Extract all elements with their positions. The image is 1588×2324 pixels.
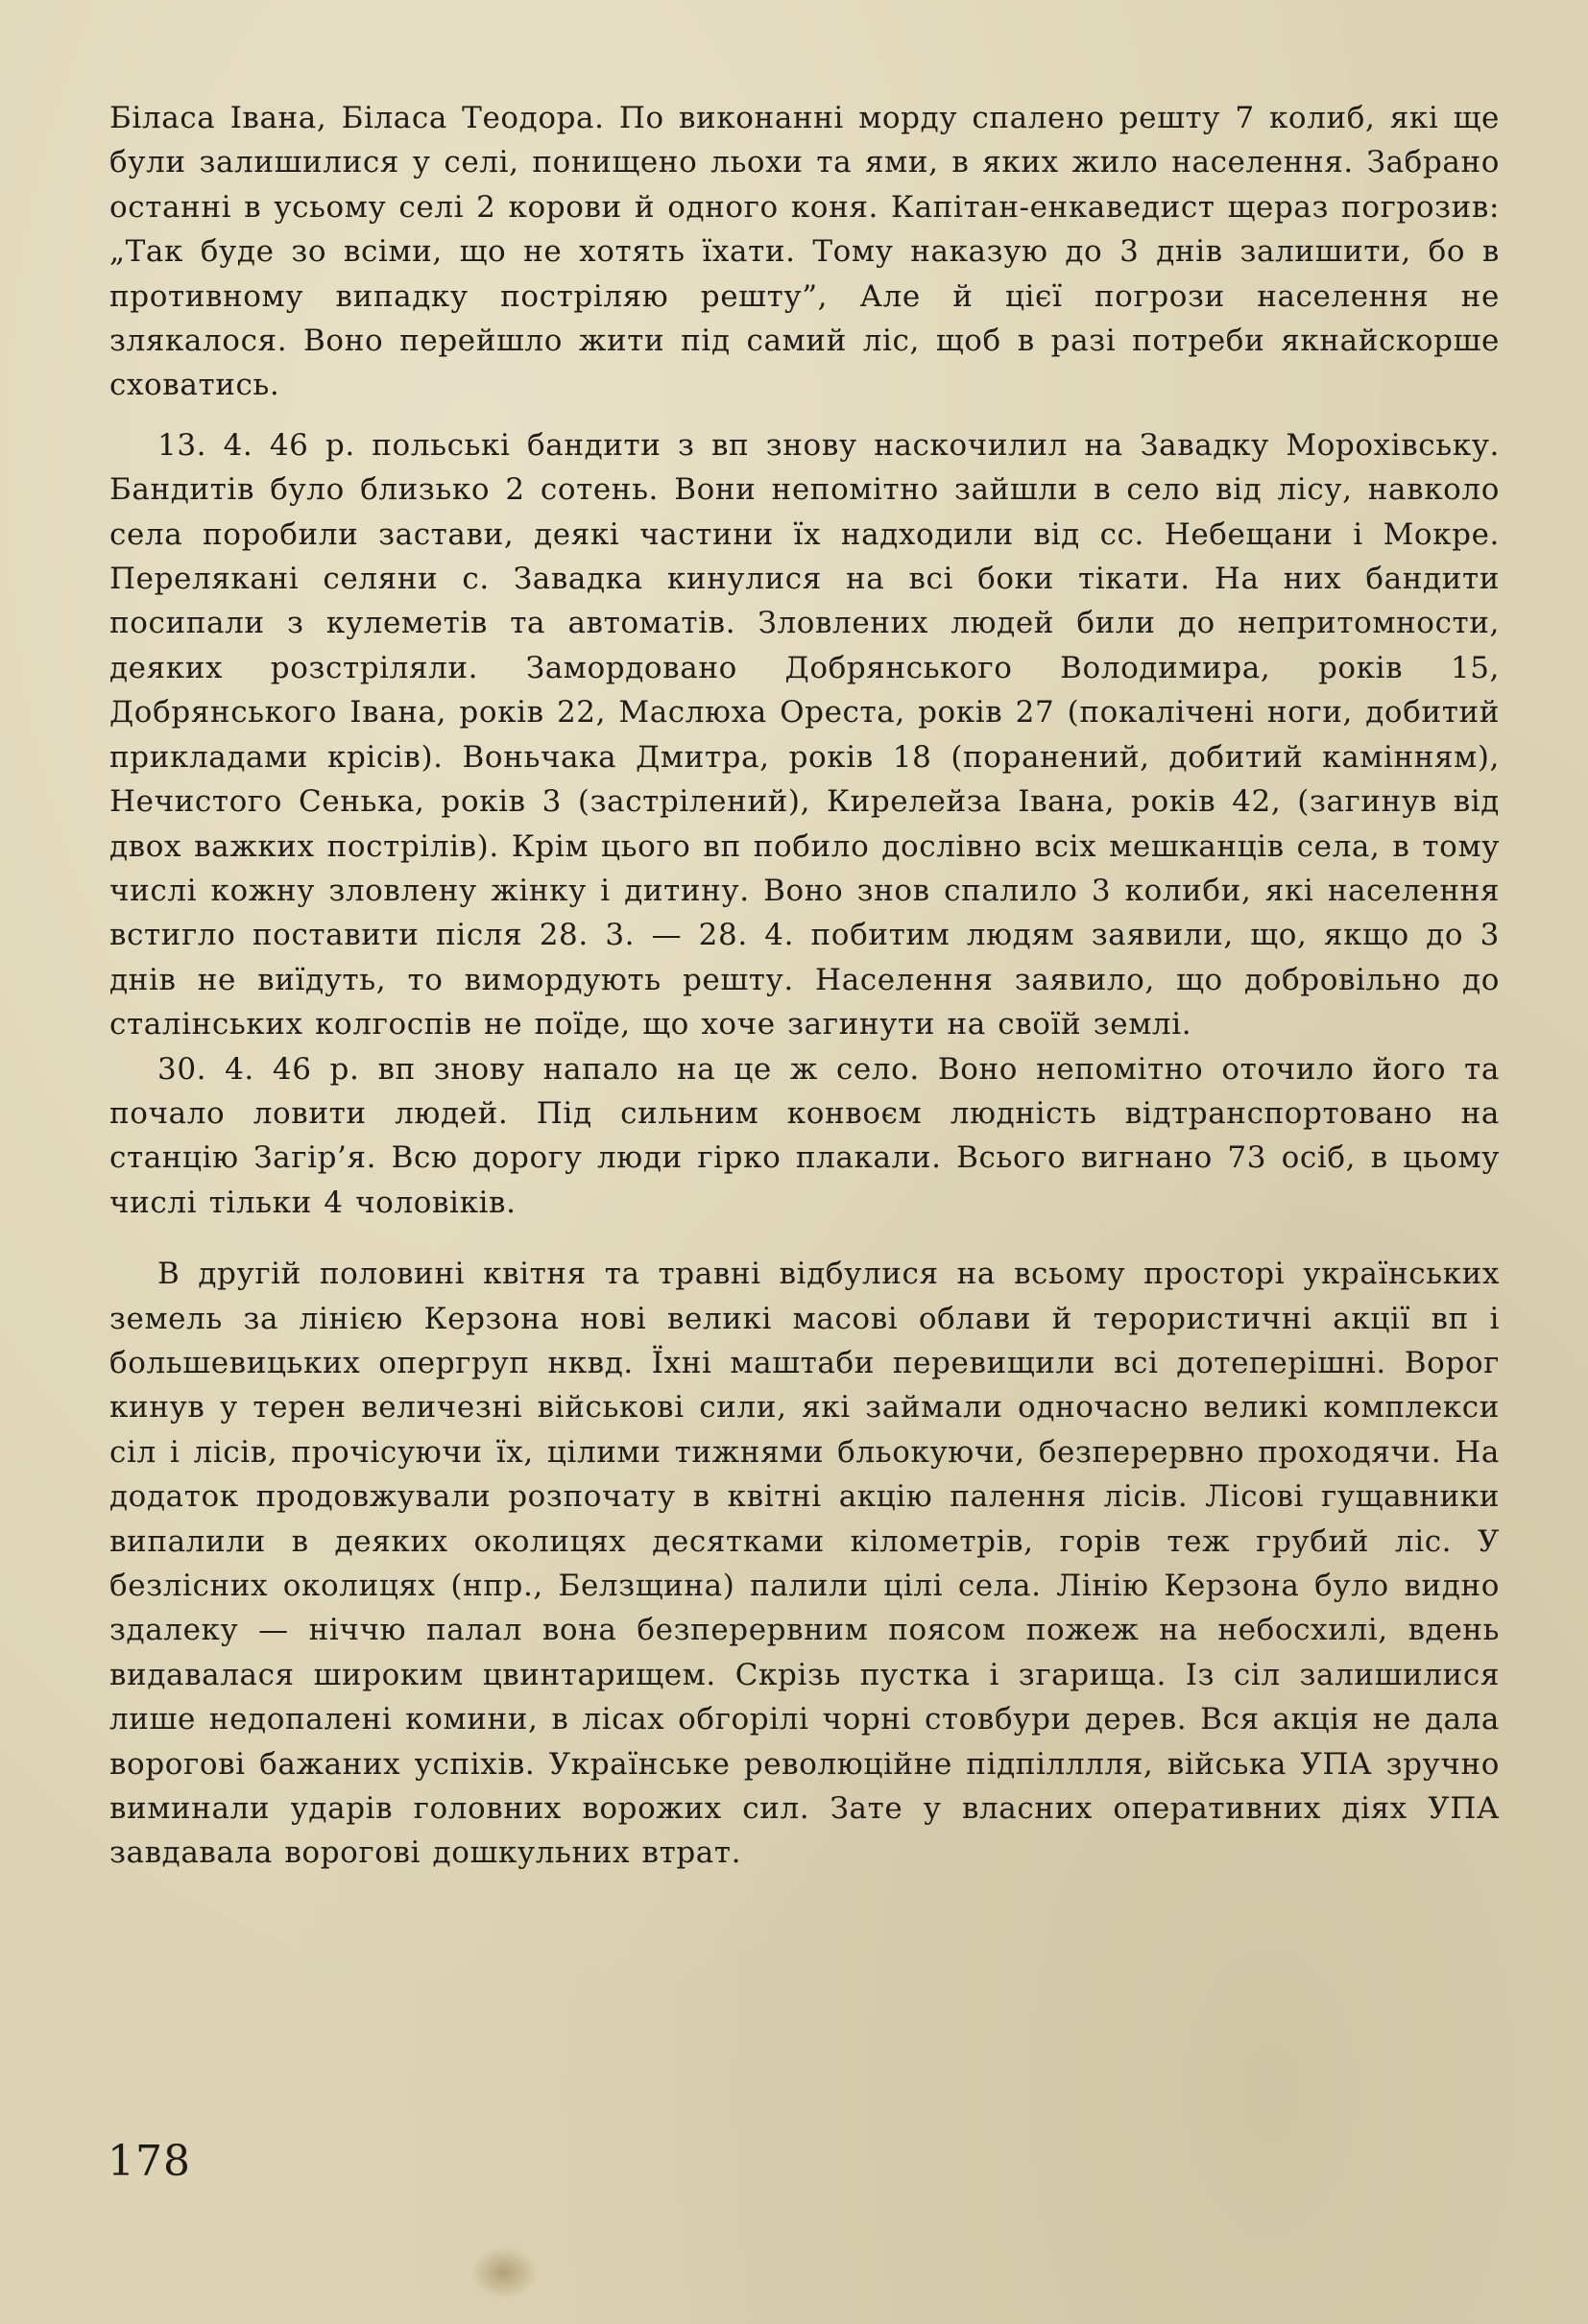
paragraph-continuation: Біласа Івана, Біласа Теодора. По виконанні морду спалено решту 7 колиб, які ще були залишилися у селі, понищено льохи та ями, в яких жило населення. Забрано останні в усьому селі 2 корови й одного коня. Капітан-енкаведист щераз погрозив: „Так буде зо всіми, що не хотять їхати. Тому наказую до 3 днів залишити, бо в противному випадку постріляю решту”, Але й цієї погрози населення не злякалося. Воно перейшло жити під самий ліс, щоб в разі потреби якнайскорше сховатись. [109,101,1500,403]
page-number: 178 [108,2137,191,2186]
paper-stain [470,2246,538,2299]
paragraph-april-13: 13. 4. 46 р. польські бандити з вп знову наскочилил на Завадку Морохівську. Бандитів було близько 2 сотень. Вони непомітно зайшли в село від лісу, навколо села поробили застави, деякі частини їх надходили від сс. Небещани і Мокре. Перелякані селяни с. Завадка кинулися на всі боки тікати. На них бандити посипали з кулеметів та автоматів. Зловлених людей били до непритомности, деяких розстріляли. Замордовано Добрянського Володимира, років 15, Добрянського Івана, років 22, Маслюха Ореста, років 27 (покалічені ноги, добитий прикладами крісів). Воньчака Дмитра, років 18 (поранений, добитий камінням), Нечистого Сенька, років 3 (застрілений), Кирелейза Івана, років 42, (загинув від двох важких пострілів). Крім цього вп побило дослівно всіх мешканців села, в тому числі кожну зловлену жінку і дитину. Воно знов спалило 3 колиби, які населення встигло поставити після 28. 3. — 28. 4. побитим людям заявили, що, якщо до 3 днів не виїдуть, то вимордують решту. Населення заявило, що добровільно до сталінських колгоспів не поїде, що хоче загинути на своїй землі. [109,427,1500,1042]
paragraph-april-30: 30. 4. 46 р. вп знову напало на це ж село. Воно непомітно оточило його та почало ловити людей. Під сильним конвоєм людність відтранспортовано на станцію Загір’я. Всю дорогу люди гірко плакали. Всього вигнано 73 осіб, в цьому числі тільки 4 чоловіків. [109,1051,1500,1220]
body-text [109,96,1500,1876]
paragraph-summary: В другій половині квітня та травні відбулися на всьому просторі українських земель за лінією Керзона нові великі масові облави й терористичні акції вп і большевицьких опергруп нквд. Їхні маштаби перевищили всі дотеперішні. Ворог кинув у терен величезні військові сили, які займали одночасно великі комплекси сіл і лісів, прочісуючи їх, цілими тижнями бльокуючи, безперервно проходячи. На додаток продовжували розпочату в квітні акцію палення лісів. Лісові гущавники випалили в деяких околицях десятками кілометрів, горів теж грубий ліс. У безлісних околицях (нпр., Белзщина) палили цілі села. Лінію Керзона було видно здалеку — ніччю палал вона безперервним поясом пожеж на небосхилі, вдень видавалася широким цвинтарищем. Скрізь пустка і згарища. Із сіл залишилися лише недопалені комини, в лісах обгорілі чорні стовбури дерев. Вся акція не дала ворогові бажаних успіхів. Українське революційне підпілллля, війська УПА зручно виминали ударів головних ворожих сил. Зате у власних оперативних діях УПА завдавала ворогові дошкульних втрат. [109,1257,1500,1871]
